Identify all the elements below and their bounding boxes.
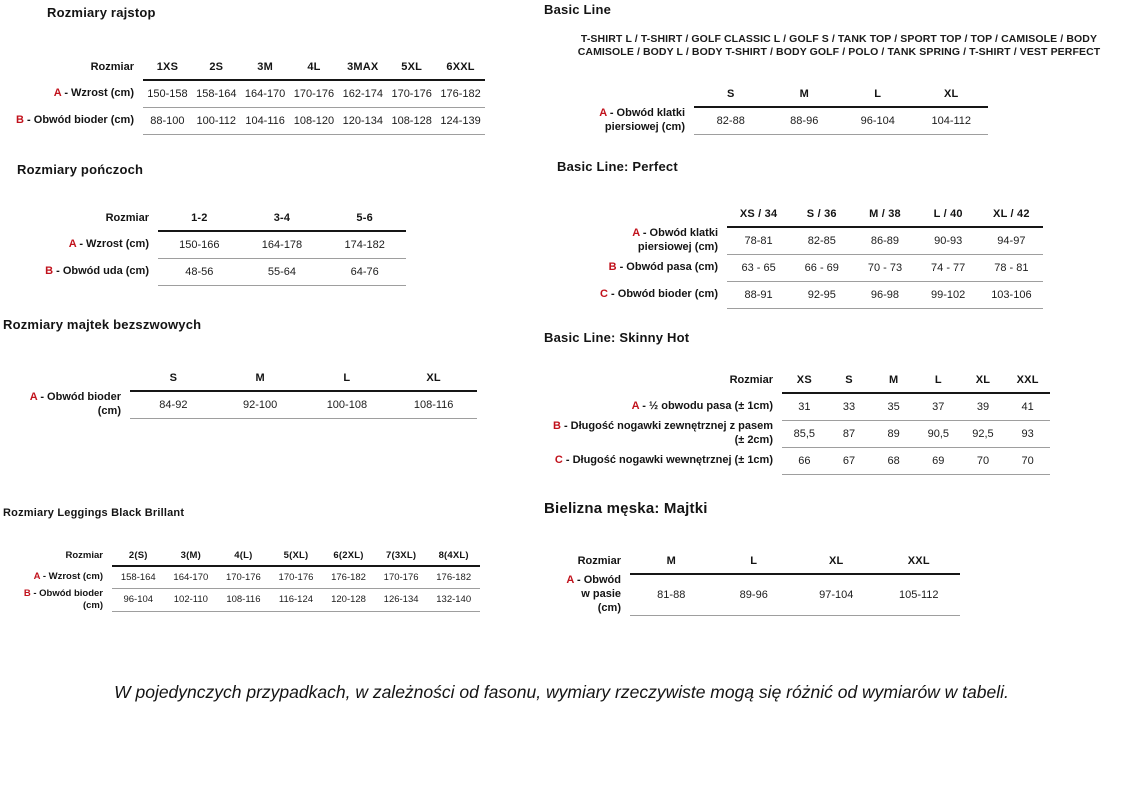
- size-value-cell: 78-81: [727, 227, 790, 255]
- size-column-header: 3-4: [241, 206, 324, 231]
- size-value-cell: 170-176: [387, 80, 436, 107]
- size-table: [544, 368, 1050, 475]
- size-value-cell: 104-112: [915, 107, 989, 135]
- size-value-cell: 102-110: [165, 588, 218, 612]
- dimension-letter: B: [23, 588, 31, 599]
- table-ponczochy: [8, 206, 406, 286]
- dimension-letter: B: [16, 113, 24, 126]
- size-value-cell: 164-178: [241, 231, 324, 258]
- size-value-cell: 81-88: [630, 574, 713, 615]
- size-value-cell: 170-176: [217, 566, 270, 588]
- size-table: [3, 366, 477, 419]
- size-column-header: M / 38: [853, 202, 916, 227]
- size-value-cell: 82-85: [790, 227, 853, 255]
- table-corner-label: Rozmiar: [729, 373, 773, 386]
- size-value-cell: 126-134: [375, 588, 428, 612]
- size-column-header: 5-6: [323, 206, 406, 231]
- table-header-row: [8, 545, 480, 566]
- table-corner-label: Rozmiar: [65, 549, 103, 561]
- basic-line-garments-list: T-SHIRT L / T-SHIRT / GOLF CLASSIC L / GOLF S / TANK TOP / SPORT TOP / TOP / CAMISOLE / BODY CAMISOLE / BODY L / BODY T-SHIRT / BODY GOLF / POLO / TANK SPRING / T-SHIRT / VEST PERFECT: [577, 33, 1101, 58]
- size-value-cell: 66: [782, 448, 827, 475]
- size-value-cell: 97-104: [795, 574, 878, 615]
- measurement-label: B - Długość nogawki zewnętrznej z pasem (± 2cm): [552, 420, 773, 446]
- measurement-label: B - Obwód bioder (cm): [16, 113, 134, 126]
- section-title-majtki-bezszwowe: Rozmiary majtek bezszwowych: [3, 317, 202, 332]
- measurement-label: B - Obwód uda (cm): [45, 264, 149, 277]
- table-basic-line-perfect: [577, 202, 1043, 309]
- measurement-label: B - Obwód bioder (cm): [23, 588, 103, 611]
- size-column-header: XL: [961, 368, 1006, 393]
- size-value-cell: 70 - 73: [853, 255, 916, 282]
- dimension-letter: A: [566, 574, 574, 586]
- measurement-row: [577, 227, 1043, 255]
- size-column-header: XL / 42: [980, 202, 1043, 227]
- size-column-header: 6XXL: [436, 55, 485, 80]
- size-value-cell: 164-170: [241, 80, 290, 107]
- dimension-letter: A: [29, 391, 38, 403]
- size-value-cell: 174-182: [323, 231, 406, 258]
- size-column-header: XL: [795, 549, 878, 574]
- measurement-label: A - Obwód klatki piersiowej (cm): [599, 107, 685, 133]
- table-corner-label: [546, 82, 694, 107]
- table-header-row: [577, 202, 1043, 227]
- measurement-row: [8, 588, 480, 612]
- size-column-header: L: [916, 368, 961, 393]
- size-column-header: S / 36: [790, 202, 853, 227]
- size-value-cell: 89: [871, 420, 916, 448]
- size-column-header: XL: [390, 366, 477, 391]
- size-value-cell: 84-92: [130, 391, 217, 419]
- table-corner-label: Rozmiar: [577, 554, 621, 567]
- size-value-cell: 103-106: [980, 282, 1043, 309]
- size-value-cell: 92-100: [217, 391, 304, 419]
- size-table: [577, 202, 1043, 309]
- size-value-cell: 90-93: [917, 227, 980, 255]
- table-corner-label: [3, 366, 130, 391]
- dimension-letter: A: [632, 227, 640, 239]
- measurement-label: A - Wzrost (cm): [33, 571, 103, 583]
- size-column-header: 3M: [241, 55, 290, 80]
- measurement-label: A - Wzrost (cm): [53, 86, 134, 99]
- dimension-letter: B: [608, 261, 617, 274]
- size-value-cell: 96-104: [841, 107, 915, 135]
- size-column-header: M: [630, 549, 713, 574]
- size-value-cell: 39: [961, 393, 1006, 420]
- size-column-header: 3MAX: [338, 55, 387, 80]
- size-value-cell: 70: [1005, 448, 1050, 475]
- size-value-cell: 66 - 69: [790, 255, 853, 282]
- table-header-row: [8, 206, 406, 231]
- size-column-header: 4L: [290, 55, 339, 80]
- size-value-cell: 108-116: [390, 391, 477, 419]
- size-value-cell: 89-96: [713, 574, 796, 615]
- size-column-header: XS: [782, 368, 827, 393]
- table-corner-label: Rozmiar: [105, 211, 149, 224]
- size-value-cell: 87: [827, 420, 872, 448]
- size-column-header: 1-2: [158, 206, 241, 231]
- size-value-cell: 164-170: [165, 566, 218, 588]
- size-value-cell: 69: [916, 448, 961, 475]
- table-header-row: [3, 366, 477, 391]
- table-corner-label: [577, 202, 727, 227]
- dimension-letter: A: [53, 86, 62, 99]
- table-basic-line-skinny-hot: [544, 368, 1050, 475]
- measurement-row: [544, 420, 1050, 448]
- dimension-letter: A: [68, 237, 77, 250]
- table-leggings: [8, 545, 480, 612]
- measurement-row: [577, 282, 1043, 309]
- size-value-cell: 116-124: [270, 588, 323, 612]
- size-value-cell: 88-91: [727, 282, 790, 309]
- table-header-row: [8, 55, 485, 80]
- size-column-header: 2S: [192, 55, 241, 80]
- size-value-cell: 70: [961, 448, 1006, 475]
- size-value-cell: 176-182: [436, 80, 485, 107]
- size-column-header: 1XS: [143, 55, 192, 80]
- size-value-cell: 170-176: [375, 566, 428, 588]
- size-value-cell: 158-164: [192, 80, 241, 107]
- table-basic-line: [546, 82, 988, 135]
- size-value-cell: 176-182: [322, 566, 375, 588]
- size-value-cell: 108-120: [290, 107, 339, 134]
- dimension-letter: B: [552, 420, 561, 432]
- size-value-cell: 108-116: [217, 588, 270, 612]
- size-value-cell: 170-176: [290, 80, 339, 107]
- section-title-basic-line-perfect: Basic Line: Perfect: [557, 159, 678, 174]
- table-majtki-bezszwowe: [3, 366, 477, 419]
- size-column-header: 7(3XL): [375, 545, 428, 566]
- size-table: [8, 545, 480, 612]
- size-value-cell: 86-89: [853, 227, 916, 255]
- size-column-header: S: [694, 82, 768, 107]
- size-value-cell: 48-56: [158, 258, 241, 285]
- measurement-label: A - Obwód w pasie (cm): [566, 574, 621, 614]
- size-column-header: M: [871, 368, 916, 393]
- size-value-cell: 90,5: [916, 420, 961, 448]
- table-corner-label: Rozmiar: [90, 60, 134, 73]
- size-column-header: XXL: [878, 549, 961, 574]
- size-value-cell: 96-98: [853, 282, 916, 309]
- measurement-row: [560, 574, 960, 615]
- dimension-letter: A: [33, 571, 41, 583]
- size-column-header: 5XL: [387, 55, 436, 80]
- footer-disclaimer: W pojedynczych przypadkach, w zależności od fasonu, wymiary rzeczywiste mogą się różnić od wymiarów w tabeli.: [114, 682, 1009, 702]
- size-value-cell: 104-116: [241, 107, 290, 134]
- table-header-row: [560, 549, 960, 574]
- measurement-label: A - Obwód bioder (cm): [29, 391, 121, 417]
- section-title-rajstop: Rozmiary rajstop: [47, 5, 156, 20]
- measurement-label: C - Obwód bioder (cm): [600, 288, 718, 301]
- section-title-basic-line: Basic Line: [544, 2, 612, 17]
- size-value-cell: 88-100: [143, 107, 192, 134]
- size-column-header: XL: [915, 82, 989, 107]
- measurement-label: A - Wzrost (cm): [68, 237, 149, 250]
- measurement-row: [8, 566, 480, 588]
- dimension-letter: C: [600, 288, 608, 301]
- size-value-cell: 124-139: [436, 107, 485, 134]
- section-title-leggings: Rozmiary Leggings Black Brillant: [3, 507, 185, 519]
- size-column-header: 2(S): [112, 545, 165, 566]
- table-bielizna-meska: [560, 549, 960, 616]
- size-value-cell: 63 - 65: [727, 255, 790, 282]
- size-value-cell: 158-164: [112, 566, 165, 588]
- size-table: [560, 549, 960, 616]
- size-value-cell: 64-76: [323, 258, 406, 285]
- size-value-cell: 94-97: [980, 227, 1043, 255]
- size-column-header: L: [841, 82, 915, 107]
- size-column-header: L: [304, 366, 391, 391]
- measurement-row: [8, 231, 406, 258]
- size-value-cell: 132-140: [427, 588, 480, 612]
- size-value-cell: 93: [1005, 420, 1050, 448]
- size-column-header: 5(XL): [270, 545, 323, 566]
- size-value-cell: 67: [827, 448, 872, 475]
- section-title-basic-line-skinny-hot: Basic Line: Skinny Hot: [544, 330, 690, 345]
- size-table: [8, 206, 406, 286]
- size-column-header: S: [827, 368, 872, 393]
- size-value-cell: 41: [1005, 393, 1050, 420]
- measurement-label: A - Obwód klatki piersiowej (cm): [632, 227, 718, 253]
- dimension-letter: C: [554, 454, 563, 467]
- size-column-header: XS / 34: [727, 202, 790, 227]
- size-column-header: M: [768, 82, 842, 107]
- measurement-label: A - ½ obwodu pasa (± 1cm): [631, 399, 773, 412]
- dimension-letter: A: [631, 399, 640, 412]
- size-value-cell: 99-102: [917, 282, 980, 309]
- measurement-row: [544, 448, 1050, 475]
- size-value-cell: 100-112: [192, 107, 241, 134]
- size-value-cell: 162-174: [338, 80, 387, 107]
- size-value-cell: 68: [871, 448, 916, 475]
- size-value-cell: 31: [782, 393, 827, 420]
- size-value-cell: 82-88: [694, 107, 768, 135]
- size-value-cell: 74 - 77: [917, 255, 980, 282]
- table-header-row: [544, 368, 1050, 393]
- size-column-header: M: [217, 366, 304, 391]
- size-value-cell: 120-128: [322, 588, 375, 612]
- size-value-cell: 150-158: [143, 80, 192, 107]
- size-value-cell: 150-166: [158, 231, 241, 258]
- section-title-bielizna-meska: Bielizna męska: Majtki: [544, 500, 708, 517]
- measurement-row: [546, 107, 988, 135]
- size-column-header: 6(2XL): [322, 545, 375, 566]
- size-value-cell: 100-108: [304, 391, 391, 419]
- measurement-row: [8, 80, 485, 107]
- size-column-header: 4(L): [217, 545, 270, 566]
- size-table: [546, 82, 988, 135]
- size-column-header: L: [713, 549, 796, 574]
- size-column-header: 3(M): [165, 545, 218, 566]
- measurement-row: [577, 255, 1043, 282]
- size-value-cell: 120-134: [338, 107, 387, 134]
- size-column-header: XXL: [1005, 368, 1050, 393]
- size-column-header: S: [130, 366, 217, 391]
- size-value-cell: 170-176: [270, 566, 323, 588]
- section-title-ponczochy: Rozmiary pończoch: [17, 162, 144, 177]
- measurement-label: B - Obwód pasa (cm): [608, 261, 718, 274]
- size-value-cell: 78 - 81: [980, 255, 1043, 282]
- dimension-letter: A: [599, 107, 607, 119]
- size-value-cell: 88-96: [768, 107, 842, 135]
- measurement-row: [8, 258, 406, 285]
- size-value-cell: 92,5: [961, 420, 1006, 448]
- size-value-cell: 96-104: [112, 588, 165, 612]
- size-value-cell: 176-182: [427, 566, 480, 588]
- measurement-row: [3, 391, 477, 419]
- size-column-header: 8(4XL): [427, 545, 480, 566]
- size-column-header: L / 40: [917, 202, 980, 227]
- size-value-cell: 105-112: [878, 574, 961, 615]
- size-value-cell: 35: [871, 393, 916, 420]
- size-value-cell: 85,5: [782, 420, 827, 448]
- table-header-row: [546, 82, 988, 107]
- size-table: [8, 55, 485, 135]
- size-value-cell: 33: [827, 393, 872, 420]
- size-value-cell: 55-64: [241, 258, 324, 285]
- size-value-cell: 37: [916, 393, 961, 420]
- size-value-cell: 108-128: [387, 107, 436, 134]
- table-rajstop: [8, 55, 485, 135]
- measurement-row: [544, 393, 1050, 420]
- dimension-letter: B: [45, 264, 54, 277]
- measurement-row: [8, 107, 485, 134]
- size-value-cell: 92-95: [790, 282, 853, 309]
- measurement-label: C - Długość nogawki wewnętrznej (± 1cm): [554, 454, 773, 467]
